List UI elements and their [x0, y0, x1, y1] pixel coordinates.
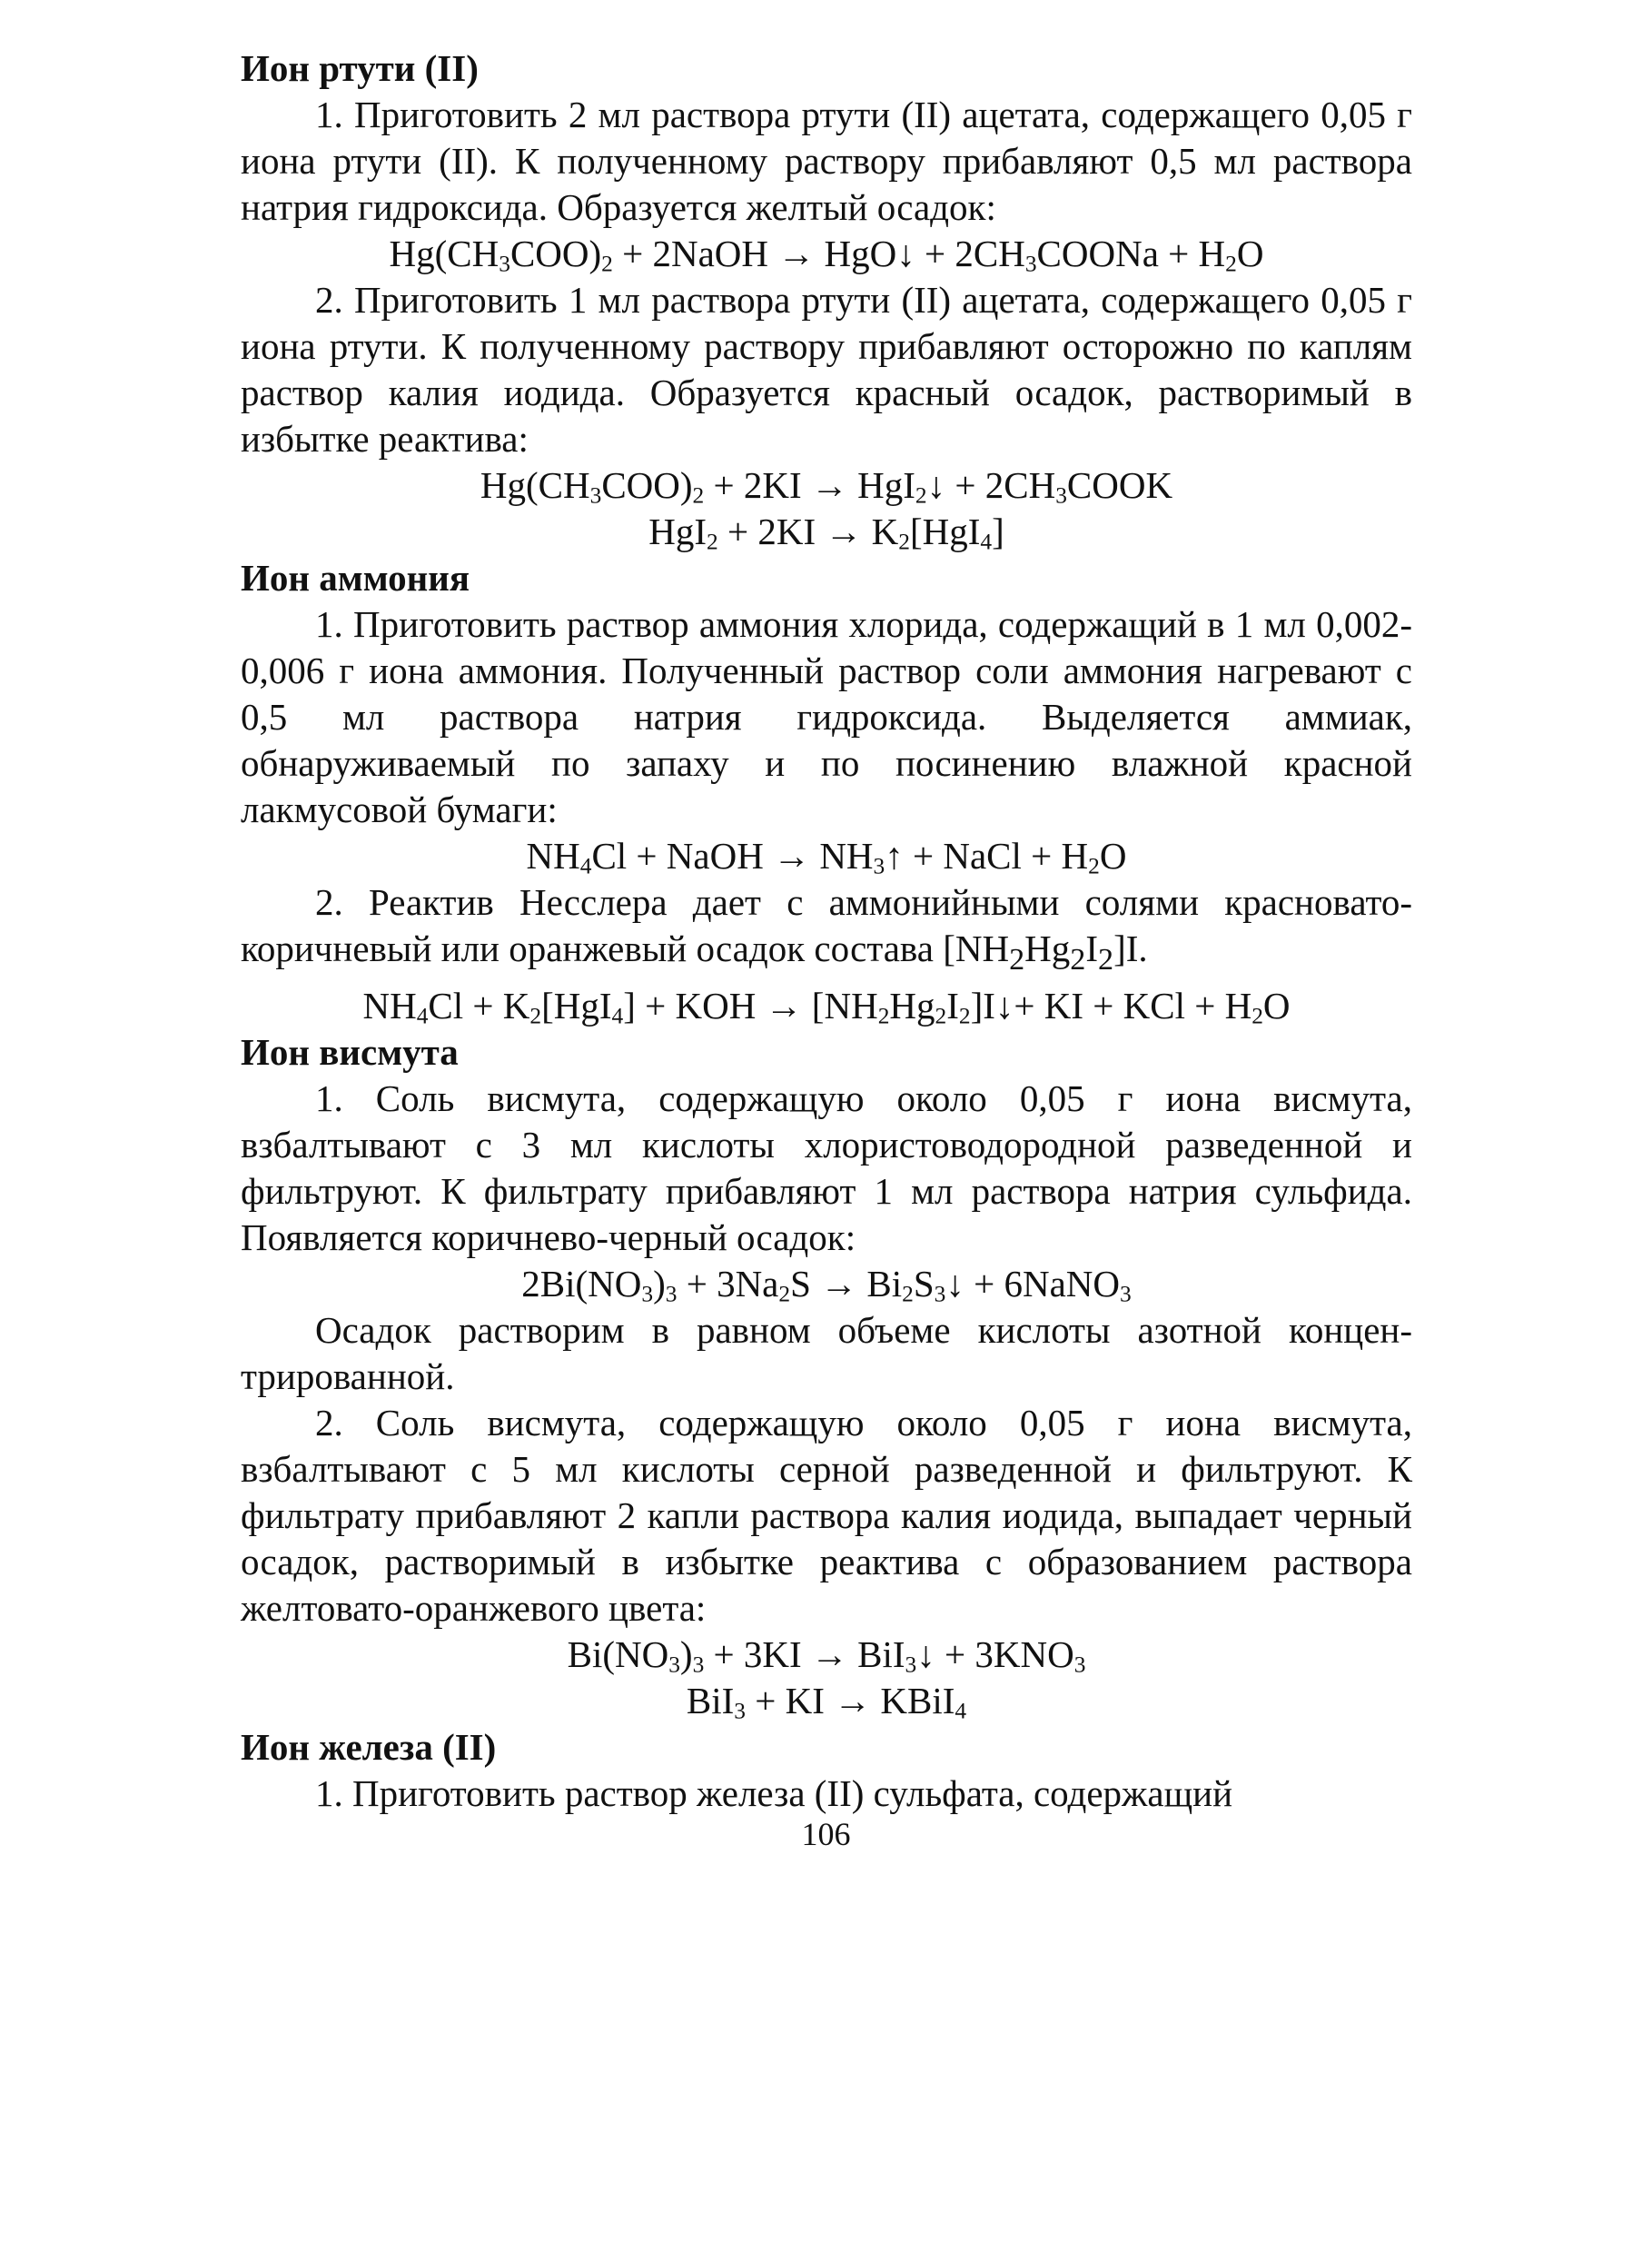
chemical-equation: $Hg(CH_3COO)_2$ + 2NaOH → HgO↓ + $2CH_3COONa + H_2O$ [389, 233, 1264, 277]
page-text [241, 45, 1412, 1817]
paragraph: 1. Приготовить раствор аммония хлорида, содержащий в 1 мл 0,002-0,006 г иона аммония. Полученный раствор соли аммония нагревают с 0,5 мл раствора натрия гидроксида. Выделяется аммиак, обнаруживаемый по запаху и по посинению влажной красной лакмусовой бумаги: [241, 603, 1412, 830]
section-heading: Ион ртути (II) [241, 47, 479, 89]
paragraph: 2. Соль висмута, содержащую около 0,05 г иона висмута, взбалтывают с 5 мл кислоты серной разведенной и фильтруют. К фильтрату прибавляют 2 капли раствора калия иодида, выпадает черный осадок, растворимый в избытке реактива с образованием раствора желтовато-оранжевого цвета: [241, 1402, 1412, 1630]
paragraph: 1. Приготовить раствор железа (II) сульфата, содержащий [315, 1772, 1233, 1815]
chemical-equation: $NH_4Cl + K_2[HgI_4]$ + KOH → $[NH_2Hg_2I_2]I↓+$ KI + KCl + $H_2O$ [362, 985, 1291, 1029]
paragraph: 2. Приготовить 1 мл раствора ртути (II) ацетата, содержащего 0,05 г иона ртути. К полученному раствору прибавляют осторожно по каплям раствор калия иодида. Образуется красный осадок, растворимый в избытке реактива: [241, 279, 1412, 460]
paragraph: 1. Приготовить 2 мл раствора ртути (II) ацетата, содержащего 0,05 г иона ртути (II). К полученному раствору прибавляют 0,5 мл раствора натрия гидроксида. Образуется желтый осадок: [241, 94, 1412, 228]
chemical-equation: $Bi(NO_3)_3 + 3KI$ → BiI$_3$↓ + $3KNO_3$ [567, 1633, 1086, 1678]
paragraph: 2. Реактив Несслера дает с аммонийными солями красновато-коричневый или оранжевый осадок состава $[NH_2Hg_2I_2]I$. [241, 881, 1412, 977]
chemical-equation: $NH_4Cl$ + NaOH → $NH_3↑$ + NaCl + $H_2O$ [526, 835, 1127, 879]
chemical-equation: $HgI_2 + 2KI \to K_2[HgI_4]$ [648, 511, 1004, 555]
chemical-equation: $2Bi(NO_3)_3 + 3Na_2S$ → $Bi_2S_3↓$ + 6NaNO$_3$ [521, 1263, 1132, 1307]
section-heading: Ион аммония [241, 557, 470, 599]
paragraph: 1. Соль висмута, содержащую около 0,05 г иона висмута, взбалтывают с 3 мл кислоты хлористоводородной разведенной и фильтруют. К фильтрату прибавляют 1 мл раствора натрия сульфида. Появляется коричнево-черный осадок: [241, 1077, 1412, 1259]
section-heading: Ион железа (II) [241, 1726, 497, 1769]
chemical-equation: $Hg(CH_3COO)_2 + 2KI$ → HgI$_2$↓ + $2CH_3COOK$ [480, 464, 1173, 509]
section-heading: Ион висмута [241, 1031, 459, 1074]
page-number: 106 [801, 1816, 851, 1852]
paragraph: Осадок растворим в равном объеме кислоты азотной концентрированной. [241, 1309, 1412, 1398]
chemical-equation: BiI$_3$ + KI → KBiI$_4$ [686, 1680, 967, 1724]
